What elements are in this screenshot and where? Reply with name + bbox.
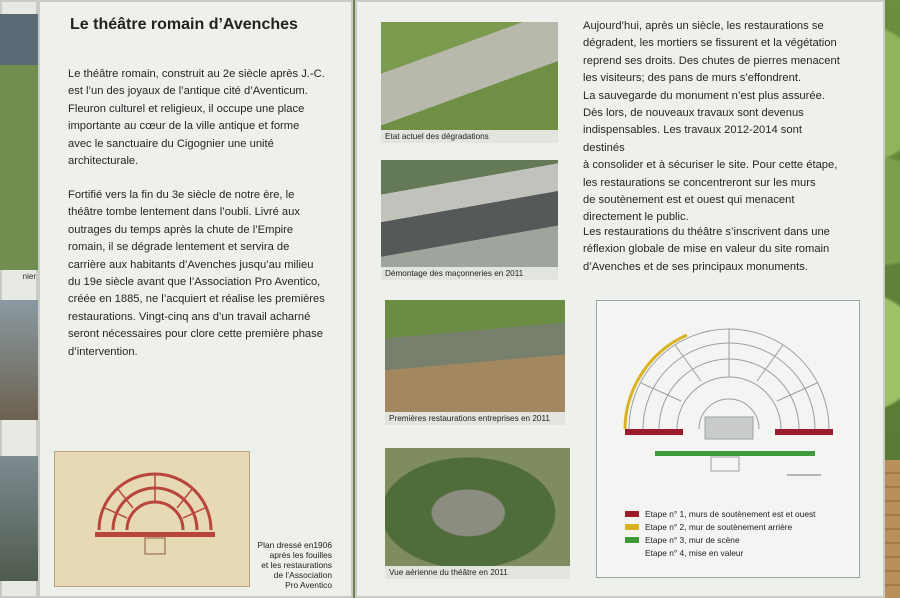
photo-image — [385, 300, 565, 412]
paragraph-history: Fortifié vers la fin du 3e siècle de notre ère, le théâtre tombe lentement dans l’oubli. Livré aux outrages du temps après la chute de l’Empire romain, il se dégrade lentement et servira de carrière aux habitants d’Avenches jusqu’au milieu du 19e siècle avant que l’Association Pro Aventico, créée en 1885, ne l’acquiert et réalise les premières restaurations. Vingt-cinq ans d’un travail acharné seront nécessaires pour clore cette première phase d’intervention. — [68, 189, 325, 358]
photo-aerial-view — [385, 448, 570, 579]
plan-legend — [625, 507, 816, 559]
paragraph-current-state: Aujourd’hui, après un siècle, les restaurations se dégradent, les mortiers se fissurent et la végétation reprend ses droits. Des chutes de pierres menacent les visiteurs; des pans de murs s’effondrent. La sauvegarde du monument n’est plus assurée. Dès lors, de nouveaux travaux sont devenus indispensables. Les travaux 2012-2014 sont destinés à consolider et à sécuriser le site. Pour cette étape, les restaurations se concentreront sur les murs de soutènement est et ouest qui menacent directement le public. — [583, 20, 840, 224]
partial-photo — [0, 300, 38, 420]
legend-swatch — [625, 511, 639, 517]
legend-swatch — [625, 550, 639, 556]
panel-title: Le théâtre romain d’Avenches — [70, 16, 298, 33]
photo-caption: Etat actuel des dégradations — [381, 130, 558, 143]
photo-caption: Démontage des maçonneries en 2011 — [381, 267, 558, 280]
photo-caption: Premières restaurations entreprises en 2011 — [385, 412, 565, 425]
legend-label: Etape n° 3, mur de scène — [645, 534, 740, 545]
photo-image — [381, 22, 558, 130]
theatre-plan-diagram — [596, 300, 860, 578]
plan-1906-drawing — [55, 452, 251, 588]
photo-image — [381, 160, 558, 267]
partial-photo — [0, 14, 38, 270]
plan-1906-image — [54, 451, 250, 587]
legend-label: Etape n° 2, mur de soutènement arrière — [645, 521, 793, 532]
photo-first-restorations — [385, 300, 565, 425]
paragraph-global-project: Les restaurations du théâtre s’inscrivent dans une réflexion globale de mise en valeur du site romain d’Avenches et de ses principaux monuments. — [583, 226, 830, 273]
legend-item — [625, 533, 816, 546]
legend-item — [625, 507, 816, 520]
partial-photo-caption: nier — [22, 272, 36, 281]
theatre-plan-drawing — [615, 317, 843, 487]
legend-item — [625, 520, 816, 533]
left-partial-panel — [0, 0, 38, 598]
photo-caption: Vue aérienne du théâtre en 2011 — [385, 566, 570, 579]
partial-photo — [0, 456, 38, 581]
paragraph-intro: Le théâtre romain, construit au 2e siècle après J.-C. est l’un des joyaux de l’antique cité d’Aventicum. Fleuron culturel et religieux, il occupe une place importante au cœur de la ville antique et forme avec le sanctuaire du Cigognier une unité architecturale. — [68, 68, 325, 168]
photo-dismantling — [381, 160, 558, 280]
legend-label: Etape n° 4, mise en valeur — [645, 547, 744, 558]
plan-1906-caption: Plan dressé en1906 après les fouilles et les restaurations de l’Association Pro Aventico — [257, 540, 332, 590]
legend-label: Etape n° 1, murs de soutènement est et ouest — [645, 508, 816, 519]
legend-swatch — [625, 524, 639, 530]
legend-swatch — [625, 537, 639, 543]
photo-image — [385, 448, 570, 566]
legend-item — [625, 546, 816, 559]
photo-current-damage — [381, 22, 558, 143]
